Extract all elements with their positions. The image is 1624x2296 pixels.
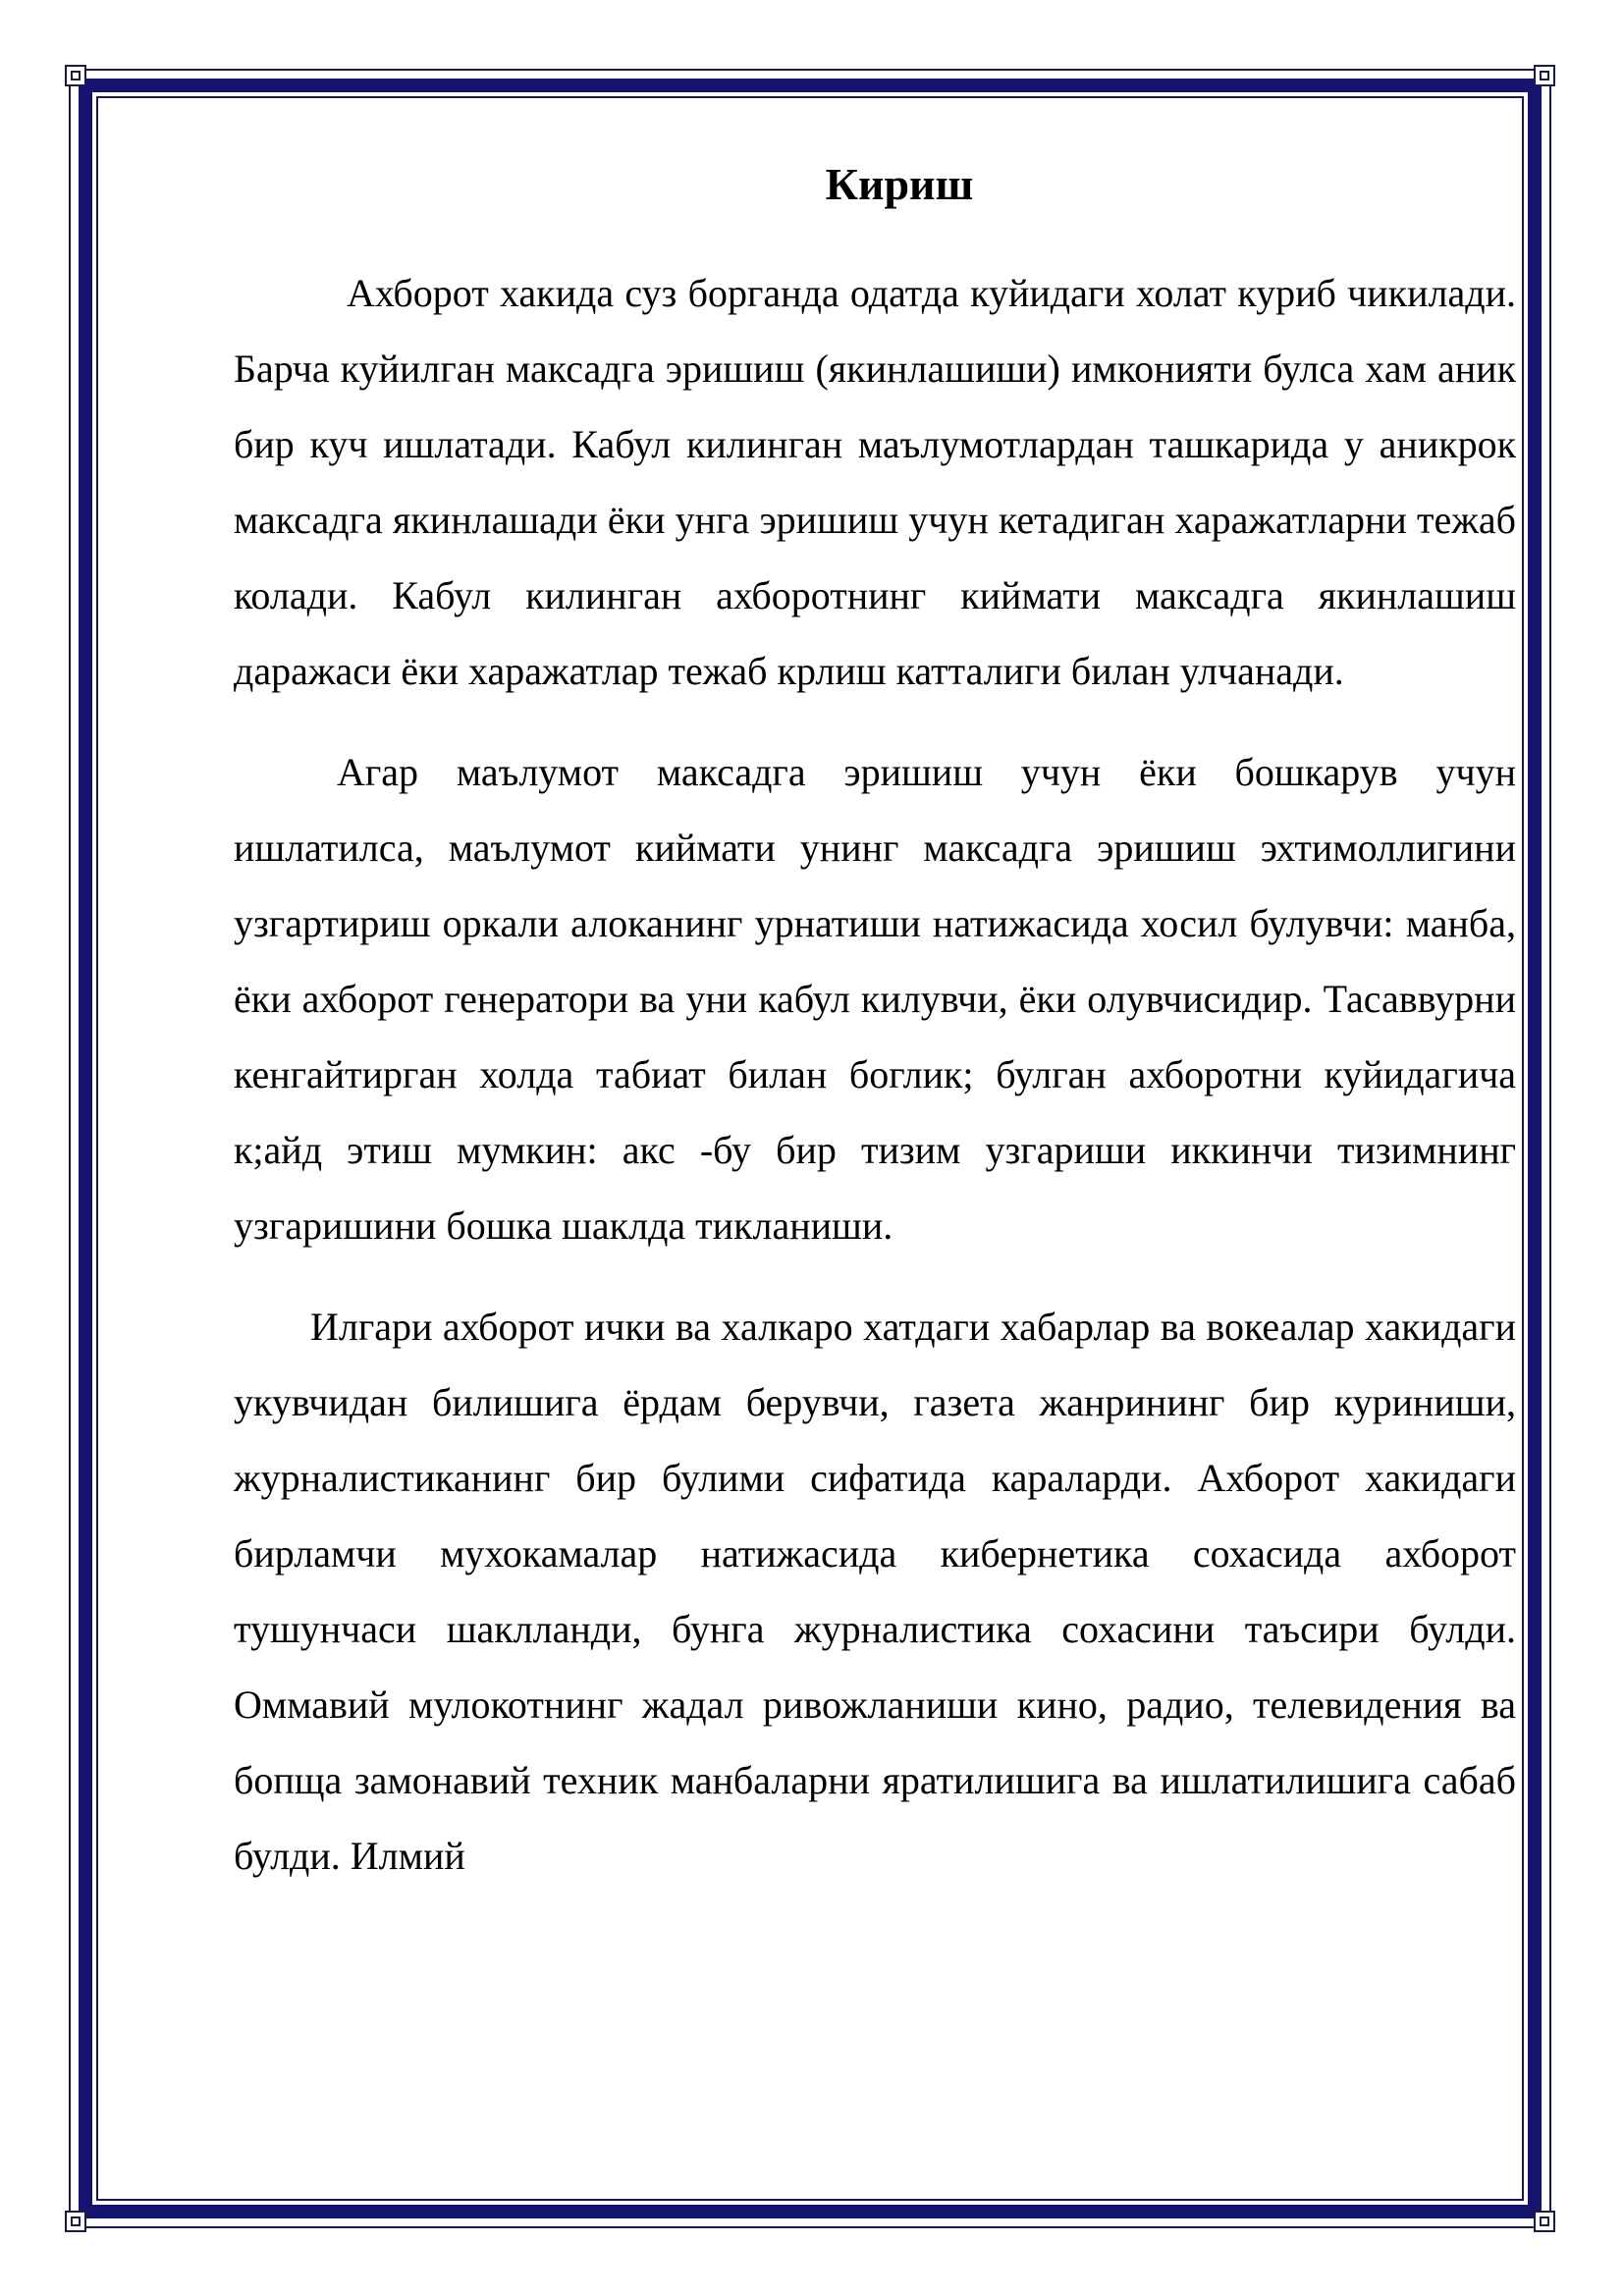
document-body	[234, 157, 1516, 1919]
paragraph-1: Ахборот хакида суз борганда одатда куйидаги холат куриб чикилади. Барча куйилган максадга эришиш (якинлашиши) имконияти булса хам аник бир куч ишлатади. Кабул килинган маълумотлардан ташкарида у аникрок максадга якинлашади ёки унга эришиш учун кетадиган харажатларни тежаб колади. Кабул килинган ахборотнинг киймати максадга якинлашиш даражаси ёки харажатлар тежаб крлиш катталиги билан улчанади.	[234, 271, 1516, 693]
paragraph-3: Илгари ахборот ички ва халкаро хатдаги хабарлар ва вокеалар хакидаги укувчидан билишига ёрдам берувчи, газета жанрининг бир куриниши, журналистиканинг бир булими сифатида караларди. Ахборот хакидаги бирламчи мухокамалар натижасида кибернетика сохасида ахборот тушунчаси шаклланди, бунга журналистика сохасини таъсири булди. Оммавий мулокотнинг жадал ривожланиши кино, радио, телевидения ва бопща замонавий техник манбаларни яратилишига ва ишлатилишига сабаб булди. Илмий	[234, 1305, 1516, 1878]
paragraph-2: Агар маълумот максадга эришиш учун ёки бошкарув учун ишлатилса, маълумот киймати унинг максадга эришиш эхтимоллигини узгартириш оркали алоканинг урнатиши натижасида хосил булувчи: манба, ёки ахборот генератори ва уни кабул килувчи, ёки олувчисидир. Тасаввурни кенгайтирган холда табиат билан боглик; булган ахборотни куйидагича к;айд этиш мумкин: акс -бу бир тизим узгариши иккинчи тизимнинг узгаришини бошка шаклда тикланиши.	[234, 750, 1516, 1248]
corner-ornament-top-left	[65, 65, 86, 86]
corner-ornament-bottom-right	[1534, 2211, 1555, 2232]
corner-ornament-top-right	[1534, 65, 1555, 86]
corner-ornament-bottom-left	[65, 2211, 86, 2232]
page-title: Кириш	[825, 159, 974, 209]
